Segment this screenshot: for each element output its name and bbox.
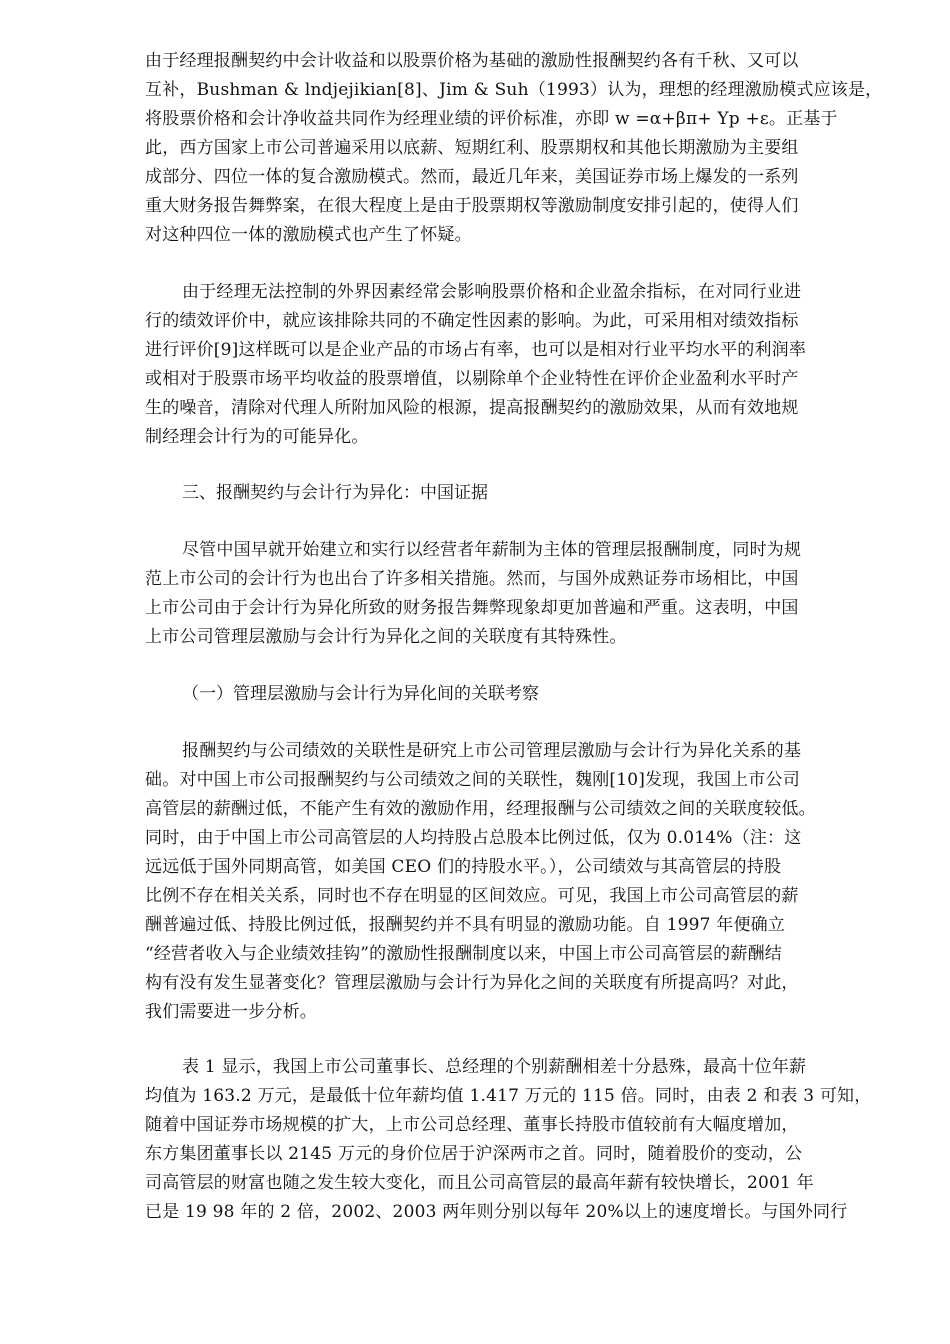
- text-line: 表 1 显示，我国上市公司董事长、总经理的个别薪酬相差十分悬殊，最高十位年薪: [182, 1057, 807, 1077]
- paragraph-3: [145, 536, 885, 652]
- text-line: “经营者收入与企业绩效挂钩”的激励性报酬制度以来，中国上市公司高管层的薪酬结: [145, 944, 782, 964]
- text-line: 将股票价格和会计净收益共同作为经理业绩的评价标准，亦即 w =α+βπ+ Yp +ε。正基于: [145, 109, 838, 129]
- text-line: 上市公司由于会计行为异化所致的财务报告舞弊现象却更加普遍和严重。这表明，中国: [145, 598, 799, 618]
- text-line: 由于经理无法控制的外界因素经常会影响股票价格和企业盈余指标，在对同行业进: [182, 282, 802, 302]
- text-line: 远远低于国外同期高管，如美国 CEO 们的持股水平。），公司绩效与其高管层的持股: [145, 857, 782, 877]
- text-line: 制经理会计行为的可能异化。: [145, 427, 369, 447]
- subsection-heading: （一）管理层激励与会计行为异化间的关联考察: [182, 684, 539, 704]
- text-line: 东方集团董事长以 2145 万元的身价位居于沪深两市之首。同时，随着股价的变动，公: [145, 1144, 803, 1164]
- text-line: 司高管层的财富也随之发生较大变化，而且公司高管层的最高年薪有较快增长，2001 年: [145, 1173, 814, 1193]
- text-line: 互补，Bushman & lndjejikian[8]、Jim & Suh（1993）认为，理想的经理激励模式应该是，: [145, 80, 883, 100]
- text-line: 上市公司管理层激励与会计行为异化之间的关联度有其特殊性。: [145, 627, 627, 647]
- text-line: 成部分、四位一体的复合激励模式。然而，最近几年来，美国证券市场上爆发的一系列: [145, 167, 799, 187]
- text-line: 同时，由于中国上市公司高管层的人均持股占总股本比例过低，仅为 0.014%（注：这: [145, 828, 802, 848]
- text-line: 生的噪音，清除对代理人所附加风险的根源，提高报酬契约的激励效果，从而有效地规: [145, 398, 799, 418]
- text-line: 酬普遍过低、持股比例过低，报酬契约并不具有明显的激励功能。自 1997 年便确立: [145, 915, 786, 935]
- text-line: 对这种四位一体的激励模式也产生了怀疑。: [145, 225, 472, 245]
- text-line: 比例不存在相关关系，同时也不存在明显的区间效应。可见，我国上市公司高管层的薪: [145, 886, 799, 906]
- text-line: 我们需要进一步分析。: [145, 1002, 317, 1022]
- text-line: 高管层的薪酬过低，不能产生有效的激励作用，经理报酬与公司绩效之间的关联度较低。: [145, 799, 816, 819]
- text-line: 报酬契约与公司绩效的关联性是研究上市公司管理层激励与会计行为异化关系的基: [182, 741, 802, 761]
- text-line: 构有没有发生显著变化？管理层激励与会计行为异化之间的关联度有所提高吗？对此，: [145, 973, 799, 993]
- text-line: 范上市公司的会计行为也出台了许多相关措施。然而，与国外成熟证券市场相比，中国: [145, 569, 799, 589]
- text-line: 由于经理报酬契约中会计收益和以股票价格为基础的激励性报酬契约各有千秋、又可以: [145, 51, 799, 71]
- text-line: 此，西方国家上市公司普遍采用以底薪、短期红利、股票期权和其他长期激励为主要组: [145, 138, 799, 158]
- text-line: 进行评价[9]这样既可以是企业产品的市场占有率，也可以是相对行业平均水平的利润率: [145, 340, 807, 360]
- paragraph-5: [145, 1053, 885, 1227]
- text-line: 重大财务报告舞弊案，在很大程度上是由于股票期权等激励制度安排引起的，使得人们: [145, 196, 799, 216]
- section-heading: 三、报酬契约与会计行为异化：中国证据: [182, 483, 488, 503]
- text-line: 行的绩效评价中，就应该排除共同的不确定性因素的影响。为此，可采用相对绩效指标: [145, 311, 799, 331]
- text-line: 础。对中国上市公司报酬契约与公司绩效之间的关联性，魏刚[10]发现，我国上市公司: [145, 770, 800, 790]
- text-line: 尽管中国早就开始建立和实行以经营者年薪制为主体的管理层报酬制度，同时为规: [182, 540, 802, 560]
- paragraph-1: [145, 47, 885, 250]
- paragraph-2: [145, 278, 885, 452]
- paragraph-4: [145, 737, 885, 1027]
- text-line: 已是 19 98 年的 2 倍，2002、2003 两年则分别以每年 20%以上的速度增长。与国外同行: [145, 1202, 848, 1222]
- text-line: 随着中国证券市场规模的扩大，上市公司总经理、董事长持股市值较前有大幅度增加，: [145, 1115, 799, 1135]
- text-line: 或相对于股票市场平均收益的股票增值，以剔除单个企业特性在评价企业盈利水平时产: [145, 369, 799, 389]
- text-line: 均值为 163.2 万元，是最低十位年薪均值 1.417 万元的 115 倍。同时，由表 2 和表 3 可知，: [145, 1086, 872, 1106]
